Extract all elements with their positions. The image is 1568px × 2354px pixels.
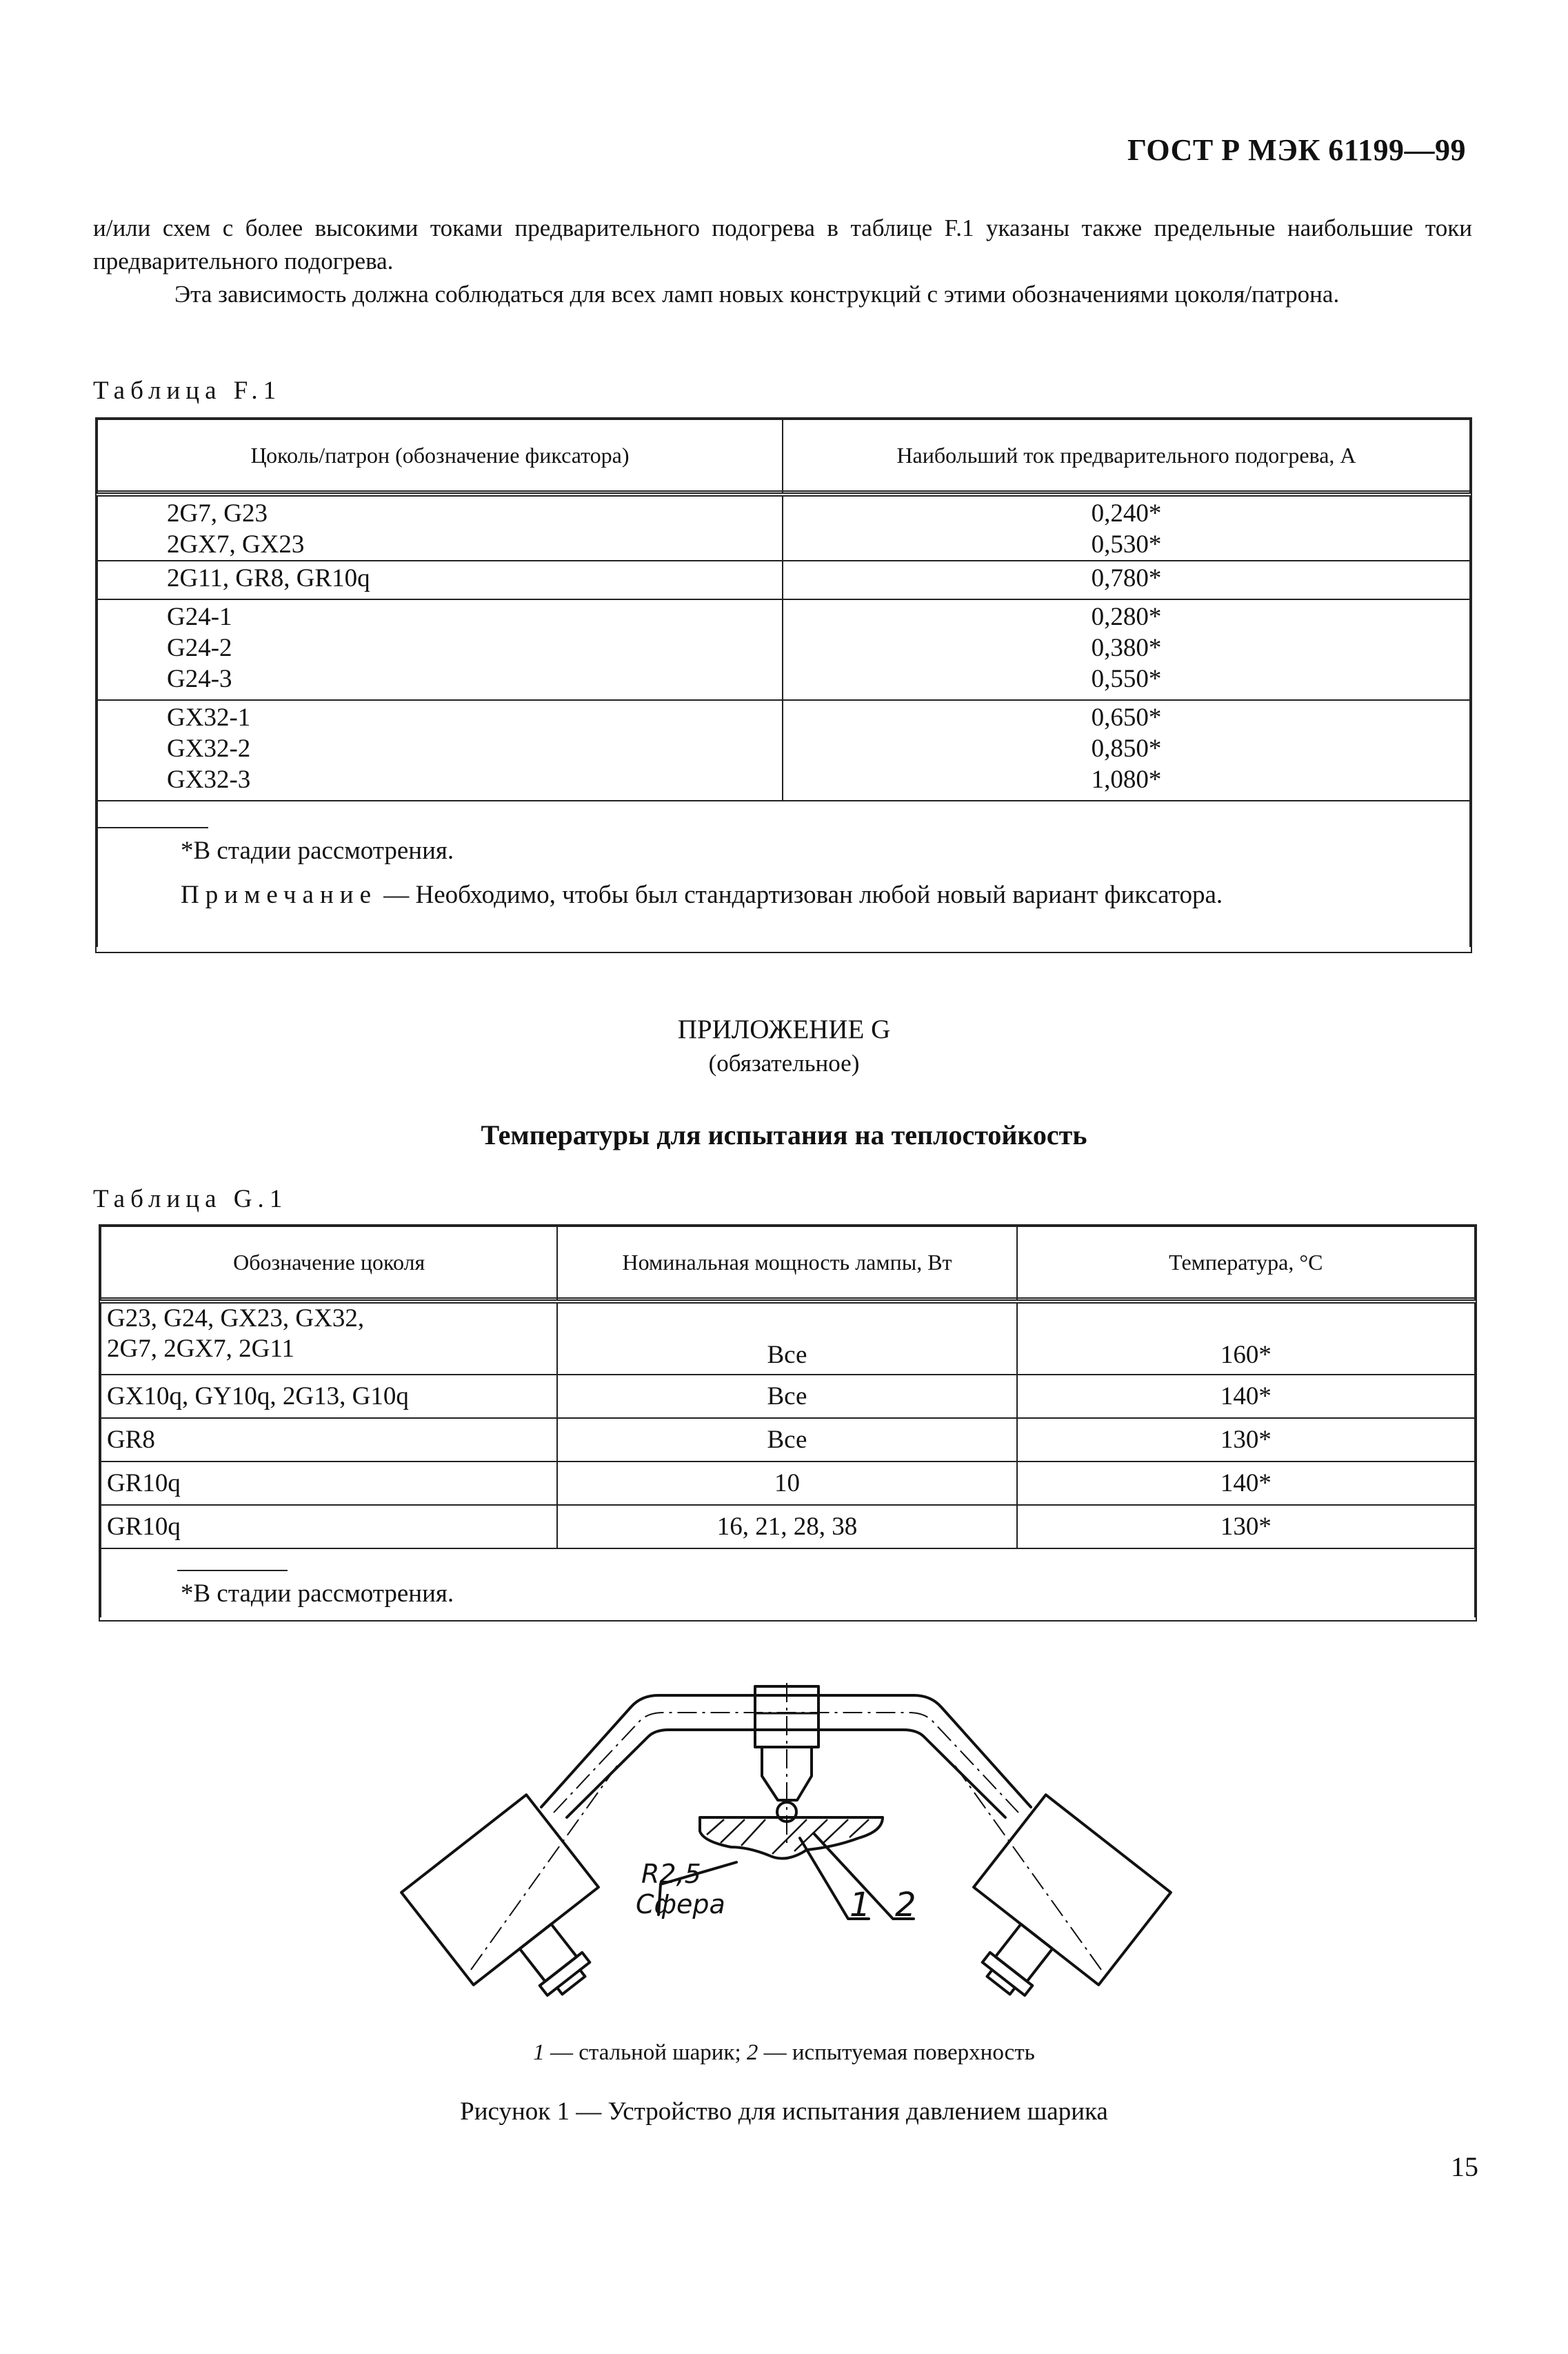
note-text: — Необходимо, чтобы был стандартизован любой новый вариант фиксатора. [377, 881, 1223, 909]
appendix-subtitle: (обязательное) [708, 1050, 860, 1077]
intro-paragraph-2: Эта зависимость должна соблюдаться для всех ламп новых конструкций с этими обозначениями цоколя/патрона. [174, 281, 1340, 308]
footnote-divider [98, 827, 208, 828]
table-g1-temp: 140* [1017, 1375, 1475, 1418]
table-g1-base: G23, G24, GX23, GX32, [107, 1304, 365, 1333]
table-f1-value: 0,550* [1091, 665, 1162, 693]
table-f1-value: 0,530* [1091, 530, 1162, 559]
label-radius: R2,5 [641, 1859, 701, 1889]
table-f1-base: GX32-3 [167, 766, 251, 794]
table-g1-power: 16, 21, 28, 38 [557, 1505, 1016, 1548]
table-f1-value: 0,850* [1091, 735, 1162, 763]
table-row [101, 1301, 1475, 1375]
table-f1-caption: Таблица F.1 [93, 377, 282, 405]
table-f1-value: 0,780* [1091, 564, 1162, 592]
table-g1-header-base: Обозначение цоколя [101, 1226, 557, 1298]
table-f1-row [97, 700, 1470, 801]
table-f1-base: G24-3 [167, 665, 232, 693]
figure-legend [0, 2040, 1568, 2066]
table-f1-row [97, 495, 1470, 561]
table-g1-base: GR10q [101, 1505, 557, 1548]
table-g1-base: 2G7, 2GX7, 2G11 [107, 1335, 295, 1363]
legend-2-num: 2 [746, 2040, 758, 2065]
document-header: ГОСТ Р МЭК 61199—99 [1127, 133, 1466, 167]
table-g1-power: Все [557, 1418, 1016, 1462]
table-f1-header-current: Наибольший ток предварительного подогрева, А [783, 419, 1470, 491]
table-g1-footnote: *В стадии рассмотрения. [181, 1579, 454, 1608]
test-surface [700, 1817, 883, 1859]
table-g1-base: GR10q [101, 1462, 557, 1505]
table-f1-base: G24-1 [167, 603, 232, 631]
appendix-heading: Температуры для испытания на теплостойкость [481, 1119, 1087, 1150]
intro-paragraph-1: и/или схем с более высокими токами предварительного подогрева в таблице F.1 указаны также предельные наибольшие токи предварительного подогрева. [93, 215, 1472, 275]
right-weight-block [974, 1795, 1171, 1985]
table-f1-base: GX32-2 [167, 735, 251, 763]
table-f1-base: 2G11, GR8, GR10q [167, 564, 370, 592]
table-g1-base: GX10q, GY10q, 2G13, G10q [101, 1375, 557, 1418]
table-f1-base: G24-2 [167, 634, 232, 662]
left-weight-block [401, 1795, 599, 1985]
page-number: 15 [1451, 2151, 1478, 2182]
table-g1-temp: 160* [1017, 1301, 1475, 1375]
table-f1-value: 0,380* [1091, 634, 1162, 662]
label-1: 1 [850, 1886, 871, 1924]
table-f1-header-base: Цоколь/патрон (обозначение фиксатора) [97, 419, 783, 491]
table-g1 [99, 1224, 1477, 1622]
table-f1-note [181, 880, 1223, 910]
table-row [101, 1418, 1475, 1462]
legend-1-num: 1 [533, 2040, 545, 2065]
table-g1-power: Все [557, 1301, 1016, 1375]
label-sphere: Сфера [636, 1889, 725, 1919]
table-f1 [95, 417, 1472, 953]
table-f1-base: GX32-1 [167, 704, 251, 732]
table-f1-value: 0,240* [1091, 499, 1162, 528]
table-f1-base: 2GX7, GX23 [167, 530, 305, 559]
table-f1-value: 0,280* [1091, 603, 1162, 631]
table-g1-base: GR8 [101, 1418, 557, 1462]
ball-pressure-apparatus-figure [359, 1683, 1214, 2028]
table-g1-power: Все [557, 1375, 1016, 1418]
label-2: 2 [895, 1886, 916, 1924]
figure-caption: Рисунок 1 — Устройство для испытания давлением шарика [460, 2097, 1108, 2126]
legend-2-text: — испытуемая поверхность [758, 2040, 1035, 2065]
table-f1-value: 1,080* [1091, 766, 1162, 794]
table-g1-header-power: Номинальная мощность лампы, Вт [557, 1226, 1016, 1298]
table-g1-caption: Таблица G.1 [93, 1185, 288, 1213]
table-f1-row [97, 599, 1470, 700]
note-label: Примечание [181, 881, 377, 909]
legend-1-text: — стальной шарик; [544, 2040, 747, 2065]
table-row [101, 1375, 1475, 1418]
table-g1-power: 10 [557, 1462, 1016, 1505]
table-g1-temp: 140* [1017, 1462, 1475, 1505]
table-row [101, 1505, 1475, 1548]
table-g1-temp: 130* [1017, 1505, 1475, 1548]
table-g1-header-temp: Температура, °С [1017, 1226, 1475, 1298]
table-f1-footnote: *В стадии рассмотрения. [181, 837, 454, 865]
appendix-title: ПРИЛОЖЕНИЕ G [677, 1015, 891, 1044]
footnote-divider [177, 1570, 288, 1571]
table-f1-base: 2G7, G23 [167, 499, 268, 528]
table-f1-row [97, 561, 1470, 599]
table-row [101, 1462, 1475, 1505]
table-g1-temp: 130* [1017, 1418, 1475, 1462]
table-f1-value: 0,650* [1091, 704, 1162, 732]
